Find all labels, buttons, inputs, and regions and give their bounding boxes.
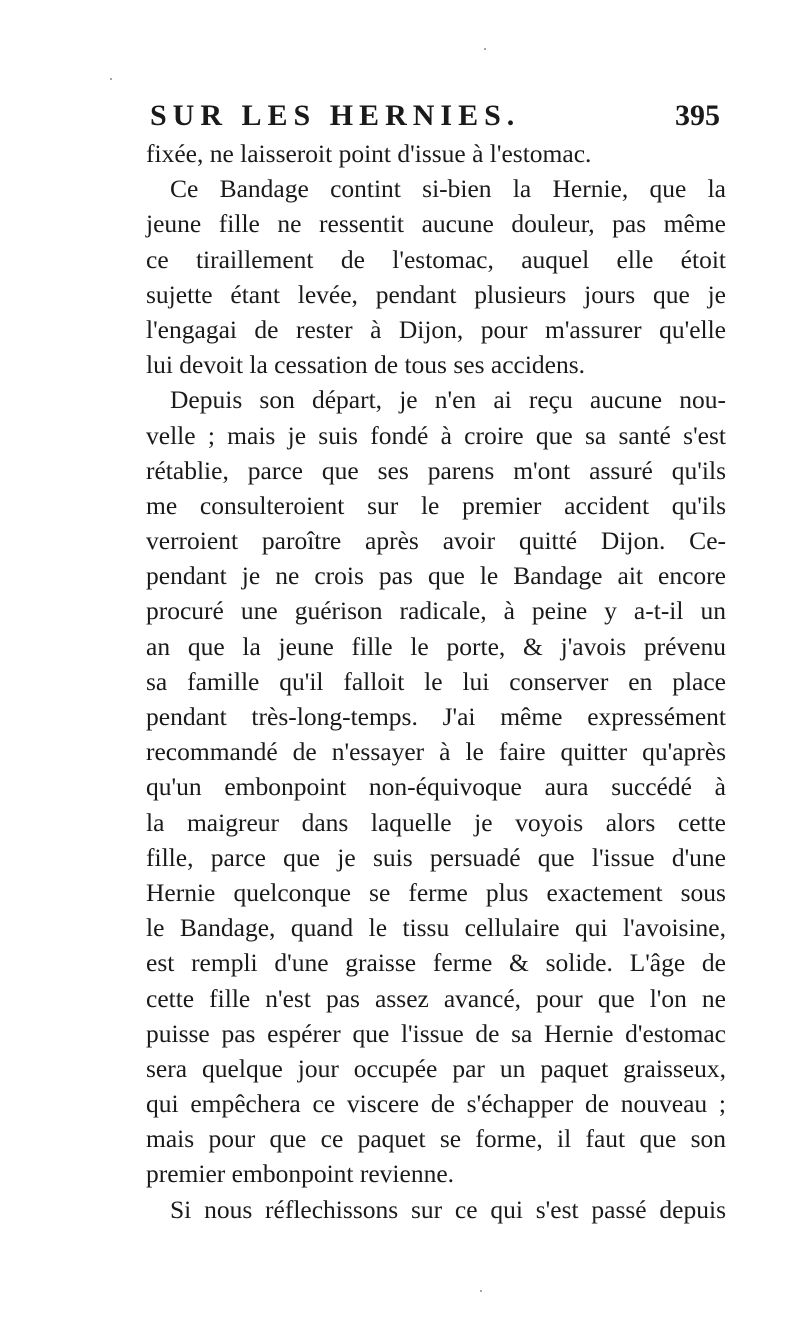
body-text [146,136,726,1227]
text-line: fixée, ne laisseroit point d'issue à l'estomac. [146,139,592,168]
text-line: Hernie quelconque se ferme plus exactement sous [146,877,726,907]
text-line: cette fille n'est pas assez avancé, pour que l'on ne [146,983,726,1013]
text-line: est rempli d'une graisse ferme & solide. L'âge de [146,948,726,978]
text-line: puisse pas espérer que l'issue de sa Hernie d'estomac [146,1018,726,1048]
text-line: me consulteroient sur le premier accident qu'ils [146,490,726,520]
text-line: rétablie, parce que ses parens m'ont assuré qu'ils [146,455,726,485]
paper-speck [480,1290,482,1292]
text-line: velle ; mais je suis fondé à croire que sa santé s'est [146,420,726,450]
text-line: l'engagai de rester à Dijon, pour m'assurer qu'elle [146,314,726,344]
running-head [150,96,720,136]
page-number: 395 [675,99,720,132]
paper-speck [484,48,486,50]
text-line: recommandé de n'essayer à le faire quitter qu'après [146,737,726,767]
text-line: sera quelque jour occupée par un paquet graisseux, [146,1053,726,1083]
text-line: Depuis son départ, je n'en ai reçu aucune nou- [170,385,726,415]
text-line: procuré une guérison radicale, à peine y a-t-il un [146,596,726,626]
text-line: an que la jeune fille le porte, & j'avois prévenu [146,631,726,661]
text-line: sujette étant levée, pendant plusieurs jours que je [146,279,726,309]
text-line: qui empêchera ce viscere de s'échapper de nouveau ; [146,1089,726,1119]
text-line: Si nous réflechissons sur ce qui s'est passé depuis [170,1194,726,1224]
text-line: verroient paroître après avoir quitté Dijon. Ce- [146,526,726,556]
text-line: pendant je ne crois pas que le Bandage ait encore [146,561,726,591]
text-line: premier embonpoint revienne. [146,1159,455,1189]
text-line: mais pour que ce paquet se forme, il faut que son [146,1124,726,1154]
paper-speck [110,78,112,80]
text-line: le Bandage, quand le tissu cellulaire qui l'avoisine, [146,913,726,943]
text-line: qu'un embonpoint non-équivoque aura succédé à [146,772,726,802]
text-line: la maigreur dans laquelle je voyois alors cette [146,807,726,837]
text-line: pendant très-long-temps. J'ai même expressément [146,702,726,731]
running-title: SUR LES HERNIES. [150,99,521,132]
text-line: Ce Bandage contint si-bien la Hernie, que la [170,174,726,204]
text-line: sa famille qu'il falloit le lui conserver en place [146,666,726,696]
text-line: ce tiraillement de l'estomac, auquel elle étoit [146,244,726,274]
text-line: jeune fille ne ressentit aucune douleur, pas même [146,209,726,239]
text-line: lui devoit la cessation de tous ses accidens. [146,350,586,380]
text-line: fille, parce que je suis persuadé que l'issue d'une [146,842,726,872]
